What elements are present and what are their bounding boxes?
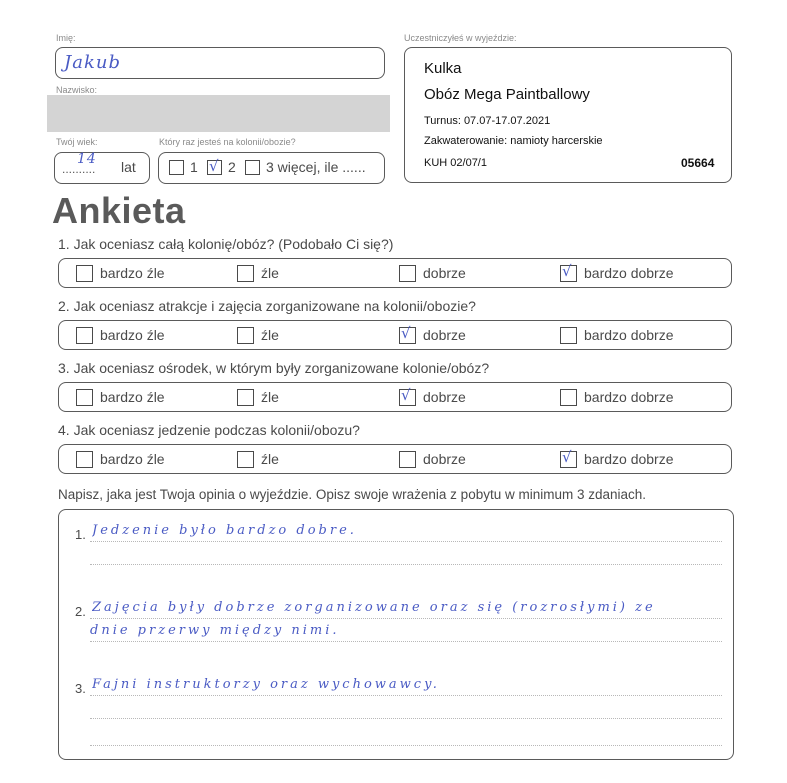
opinion-handwritten-line: Fajni instruktorzy oraz wychowawcy.: [92, 677, 440, 692]
times-option-1: 1: [190, 159, 198, 175]
opinion-prompt: Napisz, jaka jest Twoja opinia o wyjeździe. Opisz swoje wrażenia z pobytu w minimum 3 zdaniach.: [58, 487, 647, 502]
trip-turnus: Turnus: 07.07-17.07.2021: [424, 115, 551, 127]
times-field: [158, 152, 385, 184]
question-2-checkbox-2[interactable]: [237, 327, 254, 344]
question-3-checkbox-4[interactable]: [560, 389, 577, 406]
question-1-options: [58, 258, 732, 288]
question-4-checkbox-3[interactable]: [399, 451, 416, 468]
trip-info-box: [404, 47, 732, 183]
survey-title: Ankieta: [52, 190, 186, 231]
writing-line: [90, 718, 722, 719]
times-option-3: 3 więcej, ile ......: [266, 159, 366, 175]
writing-line: [90, 541, 722, 542]
trip-number: 05664: [681, 156, 715, 170]
times-checkbox-3[interactable]: [245, 160, 260, 175]
option-label: dobrze: [423, 327, 466, 343]
option-label: bardzo dobrze: [584, 451, 674, 467]
age-unit: lat: [121, 159, 136, 175]
check-mark-icon: √: [401, 324, 411, 342]
opinion-handwritten-line: dnie przerwy między nimi.: [90, 623, 340, 638]
writing-line: [90, 695, 722, 696]
question-3-text: 3. Jak oceniasz ośrodek, w którym były zorganizowane kolonie/obóz?: [58, 360, 490, 376]
option-label: bardzo źle: [100, 389, 165, 405]
opinion-entry-number: 3.: [75, 681, 86, 696]
age-label: Twój wiek:: [56, 137, 98, 147]
name-label: Imię:: [56, 33, 76, 43]
question-3-checkbox-1[interactable]: [76, 389, 93, 406]
option-label: bardzo dobrze: [584, 327, 674, 343]
question-2-text: 2. Jak oceniasz atrakcje i zajęcia zorganizowane na kolonii/obozie?: [58, 298, 476, 314]
trip-label: Uczestniczyłeś w wyjeździe:: [404, 33, 517, 43]
trip-company: Kulka: [424, 60, 462, 77]
check-mark-icon: √: [401, 386, 411, 404]
question-3-checkbox-2[interactable]: [237, 389, 254, 406]
age-field[interactable]: [54, 152, 150, 184]
question-2-options: [58, 320, 732, 350]
opinion-handwritten-line: Zajęcia były dobrze zorganizowane oraz się (rozrosłymi) ze: [92, 600, 656, 615]
opinion-handwritten-line: Jedzenie było bardzo dobre.: [92, 523, 357, 538]
question-2-checkbox-1[interactable]: [76, 327, 93, 344]
times-option-2: 2: [228, 159, 236, 175]
question-4-text: 4. Jak oceniasz jedzenie podczas kolonii/obozu?: [58, 422, 360, 438]
question-1-checkbox-2[interactable]: [237, 265, 254, 282]
writing-line: [90, 564, 722, 565]
option-label: dobrze: [423, 389, 466, 405]
option-label: bardzo źle: [100, 265, 165, 281]
question-2-checkbox-3[interactable]: [399, 324, 416, 344]
opinion-entry-number: 2.: [75, 604, 86, 619]
option-label: źle: [261, 389, 279, 405]
check-mark-icon: √: [209, 157, 219, 175]
name-value: Jakub: [64, 52, 121, 73]
check-mark-icon: √: [562, 448, 572, 466]
option-label: źle: [261, 451, 279, 467]
trip-accommodation: Zakwaterowanie: namioty harcerskie: [424, 135, 603, 147]
option-label: bardzo dobrze: [584, 265, 674, 281]
writing-line: [90, 618, 722, 619]
question-1-text: 1. Jak oceniasz całą kolonię/obóz? (Podobało Ci się?): [58, 236, 394, 252]
opinion-entry-number: 1.: [75, 527, 86, 542]
name-field[interactable]: [55, 47, 385, 79]
age-dots: ..........: [62, 162, 96, 176]
question-4-checkbox-1[interactable]: [76, 451, 93, 468]
check-mark-icon: √: [562, 262, 572, 280]
option-label: dobrze: [423, 451, 466, 467]
option-label: dobrze: [423, 265, 466, 281]
question-1-checkbox-3[interactable]: [399, 265, 416, 282]
writing-line: [90, 641, 722, 642]
writing-line: [90, 745, 722, 746]
question-3-checkbox-3[interactable]: [399, 386, 416, 406]
trip-camp-name: Obóz Mega Paintballowy: [424, 86, 590, 103]
option-label: źle: [261, 265, 279, 281]
trip-code: KUH 02/07/1: [424, 157, 487, 169]
option-label: bardzo dobrze: [584, 389, 674, 405]
times-checkbox-2[interactable]: [207, 157, 222, 175]
option-label: bardzo źle: [100, 327, 165, 343]
surname-redacted: [47, 95, 390, 132]
times-label: Który raz jesteś na kolonii/obozie?: [159, 137, 296, 147]
question-4-options: [58, 444, 732, 474]
option-label: źle: [261, 327, 279, 343]
surname-label: Nazwisko:: [56, 85, 98, 95]
question-4-checkbox-4[interactable]: [560, 448, 577, 468]
option-label: bardzo źle: [100, 451, 165, 467]
times-checkbox-1[interactable]: [169, 160, 184, 175]
question-1-checkbox-4[interactable]: [560, 262, 577, 282]
question-3-options: [58, 382, 732, 412]
age-value: 14: [77, 151, 97, 167]
question-4-checkbox-2[interactable]: [237, 451, 254, 468]
question-1-checkbox-1[interactable]: [76, 265, 93, 282]
question-2-checkbox-4[interactable]: [560, 327, 577, 344]
